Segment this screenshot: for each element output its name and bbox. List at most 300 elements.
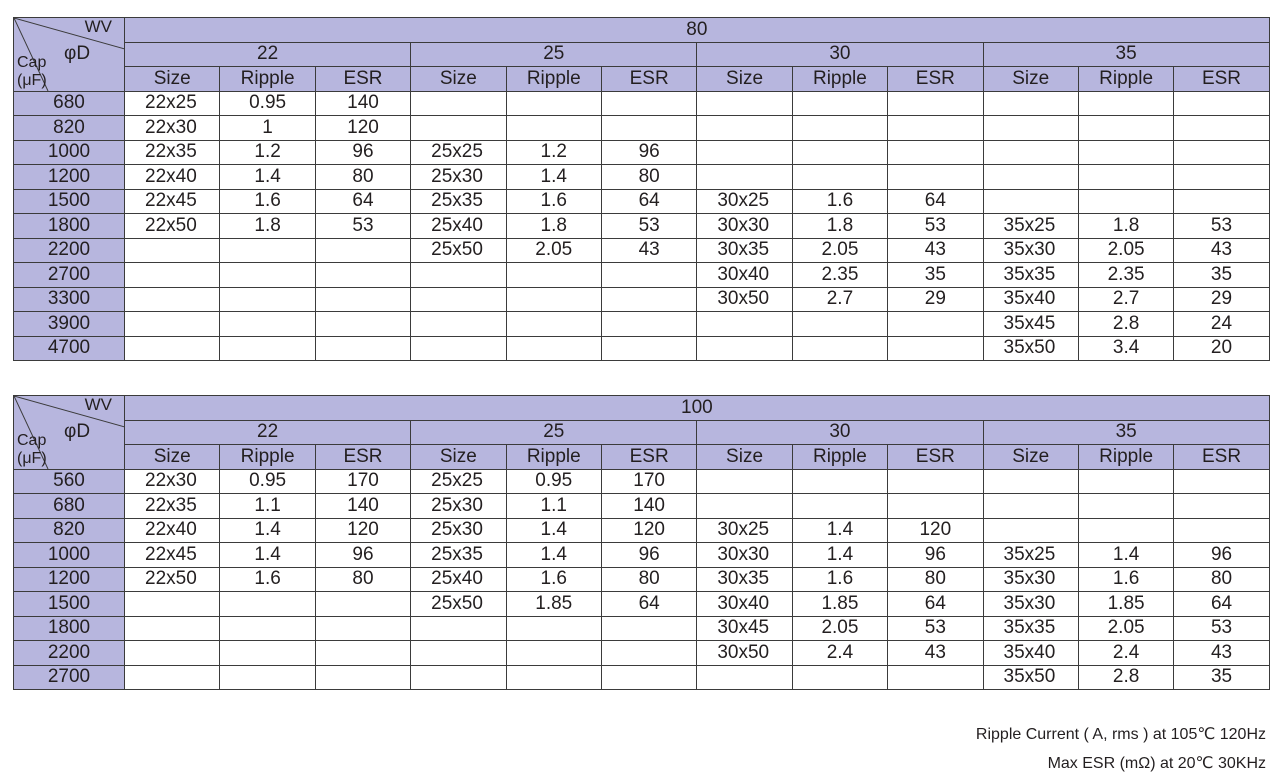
- ripple-cell: 1.1: [506, 494, 601, 519]
- size-cell: [125, 665, 220, 690]
- phid-label: φD: [64, 43, 91, 64]
- corner-header-cell: [14, 396, 125, 470]
- esr-cell: [601, 665, 696, 690]
- column-header-size: Size: [125, 67, 220, 92]
- ripple-cell: [220, 287, 315, 312]
- size-cell: 35x40: [983, 641, 1078, 666]
- wv-value-header: 80: [125, 18, 1270, 43]
- size-cell: [125, 592, 220, 617]
- capacitance-cell: 2700: [14, 665, 125, 690]
- column-header-ripple: Ripple: [1078, 445, 1173, 470]
- size-cell: [411, 116, 506, 141]
- esr-cell: 96: [315, 140, 410, 165]
- esr-cell: [888, 116, 983, 141]
- size-cell: 22x40: [125, 165, 220, 190]
- size-cell: 25x50: [411, 592, 506, 617]
- esr-cell: 35: [1174, 263, 1269, 288]
- ripple-cell: [220, 641, 315, 666]
- size-cell: [125, 287, 220, 312]
- column-header-esr: ESR: [1174, 445, 1269, 470]
- ripple-cell: 1.6: [506, 189, 601, 214]
- ripple-cell: 2.8: [1078, 312, 1173, 337]
- capacitance-cell: 2200: [14, 238, 125, 263]
- spec-table-wv-80: [13, 17, 1270, 361]
- ripple-cell: [792, 312, 887, 337]
- ripple-cell: 1.6: [1078, 567, 1173, 592]
- ripple-cell: [220, 238, 315, 263]
- column-header-ripple: Ripple: [792, 67, 887, 92]
- size-cell: [697, 469, 792, 494]
- esr-cell: 96: [601, 543, 696, 568]
- size-cell: [125, 616, 220, 641]
- ripple-cell: 1.4: [506, 543, 601, 568]
- table-row: [14, 263, 1270, 288]
- ripple-cell: 1.4: [220, 543, 315, 568]
- size-cell: [983, 91, 1078, 116]
- ripple-cell: [1078, 494, 1173, 519]
- ripple-cell: 1.8: [792, 214, 887, 239]
- size-cell: 35x30: [983, 592, 1078, 617]
- size-cell: 25x30: [411, 494, 506, 519]
- capacitance-cell: 560: [14, 469, 125, 494]
- size-cell: 25x30: [411, 518, 506, 543]
- size-cell: 25x25: [411, 140, 506, 165]
- unit-label: (μF): [17, 450, 47, 467]
- table-row: [14, 665, 1270, 690]
- ripple-cell: 1.6: [792, 189, 887, 214]
- esr-cell: 64: [1174, 592, 1269, 617]
- esr-cell: 20: [1174, 336, 1269, 361]
- max-esr-note: Max ESR (mΩ) at 20℃ 30KHz: [1047, 755, 1266, 772]
- ripple-cell: [1078, 165, 1173, 190]
- ripple-cell: 2.05: [506, 238, 601, 263]
- ripple-cell: [506, 616, 601, 641]
- size-cell: 22x50: [125, 214, 220, 239]
- esr-cell: 170: [315, 469, 410, 494]
- esr-cell: 80: [1174, 567, 1269, 592]
- ripple-cell: 1.4: [792, 543, 887, 568]
- ripple-cell: 1.85: [1078, 592, 1173, 617]
- ripple-cell: [220, 616, 315, 641]
- table-row: [14, 567, 1270, 592]
- ripple-cell: 2.05: [1078, 616, 1173, 641]
- esr-cell: 96: [601, 140, 696, 165]
- size-cell: 35x35: [983, 263, 1078, 288]
- table-row: [14, 312, 1270, 337]
- size-cell: 30x50: [697, 641, 792, 666]
- size-cell: [411, 641, 506, 666]
- column-header-size: Size: [697, 67, 792, 92]
- esr-cell: [315, 312, 410, 337]
- table-row: [14, 494, 1270, 519]
- ripple-cell: 1.8: [220, 214, 315, 239]
- size-cell: 30x35: [697, 567, 792, 592]
- wv-value-header: 100: [125, 396, 1270, 421]
- column-header-ripple: Ripple: [506, 67, 601, 92]
- esr-cell: 140: [315, 494, 410, 519]
- ripple-cell: 1.8: [506, 214, 601, 239]
- size-cell: [697, 165, 792, 190]
- ripple-cell: [1078, 518, 1173, 543]
- ripple-cell: [506, 263, 601, 288]
- ripple-current-note: Ripple Current ( A, rms ) at 105℃ 120Hz: [975, 726, 1266, 743]
- esr-cell: 43: [888, 238, 983, 263]
- capacitance-cell: 2200: [14, 641, 125, 666]
- capacitance-cell: 680: [14, 494, 125, 519]
- ripple-cell: [792, 665, 887, 690]
- esr-cell: 64: [315, 189, 410, 214]
- size-cell: 25x50: [411, 238, 506, 263]
- esr-cell: [315, 665, 410, 690]
- esr-cell: [601, 91, 696, 116]
- capacitance-cell: 1800: [14, 214, 125, 239]
- column-header-size: Size: [411, 445, 506, 470]
- ripple-cell: [506, 641, 601, 666]
- esr-cell: [1174, 165, 1269, 190]
- capacitance-cell: 2700: [14, 263, 125, 288]
- column-header-esr: ESR: [601, 445, 696, 470]
- ripple-cell: [220, 336, 315, 361]
- esr-cell: 24: [1174, 312, 1269, 337]
- size-cell: [411, 91, 506, 116]
- ripple-cell: [792, 336, 887, 361]
- diameter-header: 25: [411, 42, 697, 67]
- esr-cell: [601, 312, 696, 337]
- size-cell: 35x45: [983, 312, 1078, 337]
- capacitance-cell: 1000: [14, 140, 125, 165]
- ripple-cell: [220, 665, 315, 690]
- size-cell: [983, 518, 1078, 543]
- esr-cell: [1174, 140, 1269, 165]
- esr-cell: [601, 263, 696, 288]
- ripple-cell: [506, 665, 601, 690]
- diameter-header: 25: [411, 420, 697, 445]
- esr-cell: 64: [601, 592, 696, 617]
- esr-cell: 53: [1174, 214, 1269, 239]
- column-header-size: Size: [983, 67, 1078, 92]
- esr-cell: 96: [315, 543, 410, 568]
- ripple-cell: [506, 116, 601, 141]
- size-cell: [411, 616, 506, 641]
- cap-label: Cap: [17, 432, 47, 449]
- ripple-cell: 1.85: [792, 592, 887, 617]
- column-header-ripple: Ripple: [792, 445, 887, 470]
- esr-cell: [1174, 189, 1269, 214]
- table-row: [14, 543, 1270, 568]
- esr-cell: [1174, 518, 1269, 543]
- size-cell: [697, 494, 792, 519]
- ripple-cell: [792, 494, 887, 519]
- size-cell: [983, 116, 1078, 141]
- capacitance-cell: 3900: [14, 312, 125, 337]
- table-row: [14, 336, 1270, 361]
- diameter-header: 30: [697, 42, 983, 67]
- ripple-cell: 1.8: [1078, 214, 1173, 239]
- size-cell: 22x25: [125, 91, 220, 116]
- size-cell: [697, 312, 792, 337]
- column-header-ripple: Ripple: [220, 67, 315, 92]
- size-cell: 30x45: [697, 616, 792, 641]
- size-cell: [983, 140, 1078, 165]
- ripple-cell: 1.6: [506, 567, 601, 592]
- esr-cell: 80: [601, 165, 696, 190]
- ripple-cell: 2.7: [1078, 287, 1173, 312]
- size-cell: 22x45: [125, 543, 220, 568]
- esr-cell: 96: [888, 543, 983, 568]
- table-row: [14, 616, 1270, 641]
- diameter-header: 35: [983, 42, 1269, 67]
- column-header-size: Size: [697, 445, 792, 470]
- esr-cell: [888, 91, 983, 116]
- corner-header-cell: [14, 18, 125, 92]
- size-cell: 35x40: [983, 287, 1078, 312]
- esr-cell: 140: [601, 494, 696, 519]
- ripple-cell: 2.35: [792, 263, 887, 288]
- esr-cell: [315, 336, 410, 361]
- ripple-cell: 1.4: [506, 518, 601, 543]
- capacitance-cell: 1200: [14, 165, 125, 190]
- size-cell: [411, 263, 506, 288]
- table-row: [14, 165, 1270, 190]
- ripple-cell: [1078, 140, 1173, 165]
- column-header-esr: ESR: [315, 445, 410, 470]
- esr-cell: [1174, 116, 1269, 141]
- size-cell: 25x35: [411, 189, 506, 214]
- esr-cell: [315, 263, 410, 288]
- ripple-cell: 1.4: [220, 518, 315, 543]
- size-cell: [125, 336, 220, 361]
- size-cell: 30x35: [697, 238, 792, 263]
- phid-label: φD: [64, 421, 91, 442]
- ripple-cell: [506, 287, 601, 312]
- esr-cell: [888, 140, 983, 165]
- esr-cell: 80: [601, 567, 696, 592]
- size-cell: 35x25: [983, 543, 1078, 568]
- ripple-cell: 2.05: [792, 238, 887, 263]
- column-header-ripple: Ripple: [506, 445, 601, 470]
- size-cell: [697, 140, 792, 165]
- ripple-cell: [792, 140, 887, 165]
- esr-cell: [315, 641, 410, 666]
- size-cell: 22x45: [125, 189, 220, 214]
- ripple-cell: 0.95: [506, 469, 601, 494]
- column-header-ripple: Ripple: [220, 445, 315, 470]
- esr-cell: 43: [888, 641, 983, 666]
- size-cell: [411, 336, 506, 361]
- size-cell: 30x50: [697, 287, 792, 312]
- esr-cell: [315, 616, 410, 641]
- esr-cell: 53: [601, 214, 696, 239]
- column-header-esr: ESR: [601, 67, 696, 92]
- ripple-cell: 1.4: [792, 518, 887, 543]
- capacitance-cell: 680: [14, 91, 125, 116]
- size-cell: 25x30: [411, 165, 506, 190]
- esr-cell: 53: [1174, 616, 1269, 641]
- table-row: [14, 592, 1270, 617]
- esr-cell: [1174, 91, 1269, 116]
- ripple-cell: 2.05: [1078, 238, 1173, 263]
- ripple-cell: [1078, 189, 1173, 214]
- size-cell: [125, 641, 220, 666]
- ripple-cell: [506, 336, 601, 361]
- esr-cell: [888, 336, 983, 361]
- esr-cell: [888, 165, 983, 190]
- column-header-size: Size: [411, 67, 506, 92]
- size-cell: [411, 287, 506, 312]
- esr-cell: 64: [888, 592, 983, 617]
- esr-cell: 64: [601, 189, 696, 214]
- ripple-cell: 2.05: [792, 616, 887, 641]
- ripple-cell: 2.35: [1078, 263, 1173, 288]
- size-cell: 22x30: [125, 469, 220, 494]
- ripple-cell: 1.4: [1078, 543, 1173, 568]
- diameter-header: 30: [697, 420, 983, 445]
- esr-cell: [601, 116, 696, 141]
- table-row: [14, 116, 1270, 141]
- ripple-cell: [792, 165, 887, 190]
- capacitance-cell: 1500: [14, 189, 125, 214]
- ripple-cell: [506, 91, 601, 116]
- esr-cell: 80: [888, 567, 983, 592]
- esr-cell: 53: [888, 214, 983, 239]
- column-header-esr: ESR: [888, 67, 983, 92]
- ripple-cell: 1.4: [220, 165, 315, 190]
- capacitance-cell: 1800: [14, 616, 125, 641]
- capacitance-cell: 1000: [14, 543, 125, 568]
- esr-cell: [601, 287, 696, 312]
- capacitance-cell: 1500: [14, 592, 125, 617]
- ripple-cell: [1078, 116, 1173, 141]
- esr-cell: 120: [315, 116, 410, 141]
- size-cell: [125, 312, 220, 337]
- esr-cell: [601, 616, 696, 641]
- diameter-header: 22: [125, 42, 411, 67]
- wv-label: WV: [84, 395, 112, 414]
- esr-cell: [315, 287, 410, 312]
- size-cell: 22x30: [125, 116, 220, 141]
- ripple-cell: 1.6: [220, 567, 315, 592]
- wv-label: WV: [84, 17, 112, 36]
- table-row: [14, 140, 1270, 165]
- size-cell: 35x50: [983, 336, 1078, 361]
- ripple-cell: 0.95: [220, 91, 315, 116]
- ripple-cell: 2.4: [1078, 641, 1173, 666]
- diameter-header: 22: [125, 420, 411, 445]
- esr-cell: [888, 312, 983, 337]
- esr-cell: [888, 494, 983, 519]
- size-cell: 22x50: [125, 567, 220, 592]
- column-header-esr: ESR: [888, 445, 983, 470]
- esr-cell: 170: [601, 469, 696, 494]
- esr-cell: 120: [315, 518, 410, 543]
- esr-cell: 43: [601, 238, 696, 263]
- esr-cell: [1174, 494, 1269, 519]
- table-row: [14, 91, 1270, 116]
- esr-cell: 120: [888, 518, 983, 543]
- esr-cell: 96: [1174, 543, 1269, 568]
- table-row: [14, 238, 1270, 263]
- ripple-cell: [220, 592, 315, 617]
- table-row: [14, 641, 1270, 666]
- ripple-cell: 1.2: [220, 140, 315, 165]
- ripple-cell: [1078, 469, 1173, 494]
- ripple-cell: 1.1: [220, 494, 315, 519]
- table-row: [14, 287, 1270, 312]
- size-cell: [697, 91, 792, 116]
- table-row: [14, 214, 1270, 239]
- esr-cell: [601, 336, 696, 361]
- size-cell: [697, 336, 792, 361]
- unit-label: (μF): [17, 72, 47, 89]
- ripple-cell: [220, 263, 315, 288]
- size-cell: 30x30: [697, 214, 792, 239]
- ripple-cell: 1: [220, 116, 315, 141]
- table-row: [14, 469, 1270, 494]
- table-row: [14, 189, 1270, 214]
- size-cell: [697, 665, 792, 690]
- size-cell: 35x25: [983, 214, 1078, 239]
- esr-cell: 64: [888, 189, 983, 214]
- column-header-size: Size: [125, 445, 220, 470]
- size-cell: 25x40: [411, 567, 506, 592]
- size-cell: [697, 116, 792, 141]
- size-cell: [411, 665, 506, 690]
- size-cell: 30x30: [697, 543, 792, 568]
- capacitance-cell: 820: [14, 116, 125, 141]
- ripple-cell: 2.8: [1078, 665, 1173, 690]
- spec-table-wv-100: [13, 395, 1270, 690]
- size-cell: [125, 238, 220, 263]
- ripple-cell: 1.6: [792, 567, 887, 592]
- size-cell: 30x25: [697, 518, 792, 543]
- esr-cell: [601, 641, 696, 666]
- ripple-cell: [792, 91, 887, 116]
- esr-cell: 80: [315, 567, 410, 592]
- esr-cell: 53: [315, 214, 410, 239]
- capacitance-cell: 4700: [14, 336, 125, 361]
- table-row: [14, 518, 1270, 543]
- cap-label: Cap: [17, 54, 47, 71]
- column-header-esr: ESR: [315, 67, 410, 92]
- esr-cell: 53: [888, 616, 983, 641]
- ripple-cell: 2.4: [792, 641, 887, 666]
- esr-cell: 80: [315, 165, 410, 190]
- column-header-size: Size: [983, 445, 1078, 470]
- size-cell: 35x30: [983, 238, 1078, 263]
- size-cell: 22x40: [125, 518, 220, 543]
- esr-cell: 43: [1174, 238, 1269, 263]
- column-header-esr: ESR: [1174, 67, 1269, 92]
- ripple-cell: [792, 469, 887, 494]
- esr-cell: [888, 469, 983, 494]
- esr-cell: 35: [888, 263, 983, 288]
- capacitance-cell: 820: [14, 518, 125, 543]
- size-cell: 35x30: [983, 567, 1078, 592]
- esr-cell: 43: [1174, 641, 1269, 666]
- size-cell: 35x35: [983, 616, 1078, 641]
- esr-cell: 120: [601, 518, 696, 543]
- size-cell: 25x25: [411, 469, 506, 494]
- ripple-cell: 1.85: [506, 592, 601, 617]
- esr-cell: [1174, 469, 1269, 494]
- size-cell: 25x35: [411, 543, 506, 568]
- esr-cell: [315, 238, 410, 263]
- esr-cell: 140: [315, 91, 410, 116]
- esr-cell: [315, 592, 410, 617]
- capacitance-cell: 3300: [14, 287, 125, 312]
- esr-cell: 29: [1174, 287, 1269, 312]
- size-cell: [411, 312, 506, 337]
